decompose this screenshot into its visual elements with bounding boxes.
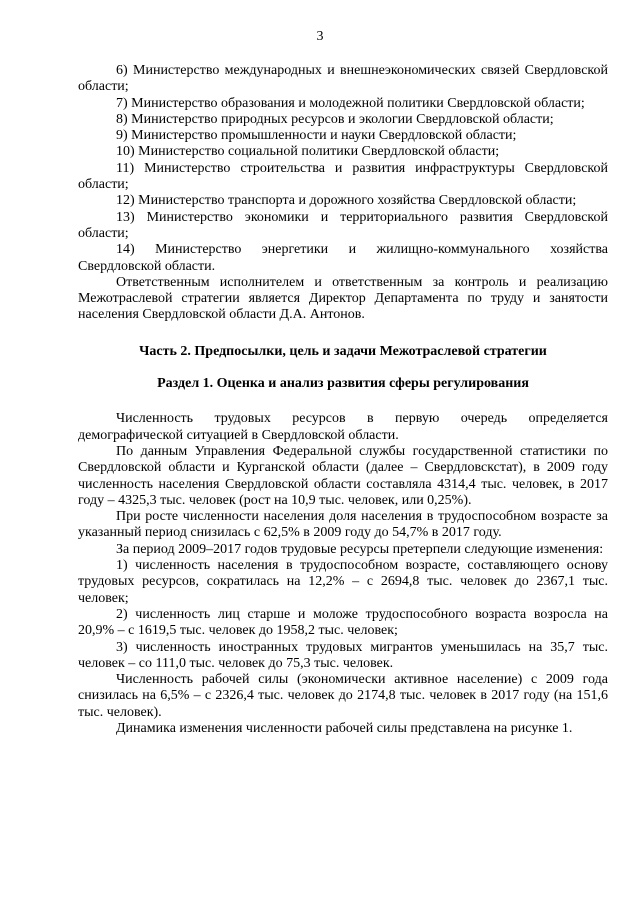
paragraph-figure-reference: Динамика изменения численности рабочей силы представлена на рисунке 1. [116, 720, 573, 736]
paragraph-change-2: 2) численность лиц старше и моложе трудоспособного возраста возросла на 20,9% – с 1619,5 тыс. человек до 1958,2 тыс. человек; [78, 606, 608, 639]
list-item-ministry-8: 8) Министерство природных ресурсов и экологии Свердловской области; [116, 111, 554, 127]
list-item-ministry-10: 10) Министерство социальной политики Свердловской области; [116, 144, 500, 160]
paragraph-change-1: 1) численность населения в трудоспособном возрасте, составляющего основу трудовых ресурсов, сократилась на 12,2% – с 2694,8 тыс. человек до 2367,1 тыс. человек; [78, 558, 608, 606]
paragraph-statistics-source: По данным Управления Федеральной службы государственной статистики по Свердловской области и Курганской области (далее – Свердловскстат), в 2009 году численность населения Свердловской области составляла 4314,4 тыс. человек, в 2017 году – 4325,3 тыс. человек (рост на 10,9 тыс. человек, или 0,25%). [78, 443, 608, 508]
list-item-ministry-13: 13) Министерство экономики и территориального развития Свердловской области; [78, 209, 608, 241]
list-item-ministry-7: 7) Министерство образования и молодежной политики Свердловской области; [116, 95, 585, 111]
paragraph-labor-resources: Численность трудовых ресурсов в первую очередь определяется демографической ситуацией в Свердловской области. [78, 411, 608, 443]
paragraph-period-changes: За период 2009–2017 годов трудовые ресурсы претерпели следующие изменения: [116, 541, 604, 557]
list-item-ministry-11: 11) Министерство строительства и развития инфраструктуры Свердловской области; [78, 160, 608, 193]
list-item-ministry-6: 6) Министерство международных и внешнеэкономических связей Свердловской области; [78, 63, 608, 95]
list-item-ministry-14: 14) Министерство энергетики и жилищно-коммунального хозяйства Свердловской области. [78, 242, 608, 274]
paragraph-working-age-share: При росте численности населения доля населения в трудоспособном возрасте за указанный период снизилась с 62,5% в 2009 году до 54,7% в 2017 году. [78, 509, 608, 541]
part-heading: Часть 2. Предпосылки, цель и задачи Межотраслевой стратегии [139, 343, 547, 359]
list-item-ministry-12: 12) Министерство транспорта и дорожного хозяйства Свердловской области; [116, 193, 577, 209]
responsible-executor-paragraph: Ответственным исполнителем и ответственным за контроль и реализацию Межотраслевой стратегии является Директор Департамента по труду и занятости населения Свердловской области Д.А. Антонов. [78, 274, 608, 323]
paragraph-labor-force: Численность рабочей силы (экономически активное население) с 2009 года снизилась на 6,5% – с 2326,4 тыс. человек до 2174,8 тыс. человек в 2017 году (на 151,6 тыс. человек). [78, 672, 608, 720]
spacer [78, 392, 608, 411]
document-body [78, 63, 608, 737]
section-heading: Раздел 1. Оценка и анализ развития сферы регулирования [157, 376, 529, 392]
page-number: 3 [316, 29, 324, 44]
list-item-ministry-9: 9) Министерство промышленности и науки Свердловской области; [116, 128, 517, 144]
paragraph-change-3: 3) численность иностранных трудовых мигрантов уменьшилась на 35,7 тыс. человек – со 111,0 тыс. человек до 75,3 тыс. человек. [78, 639, 608, 671]
